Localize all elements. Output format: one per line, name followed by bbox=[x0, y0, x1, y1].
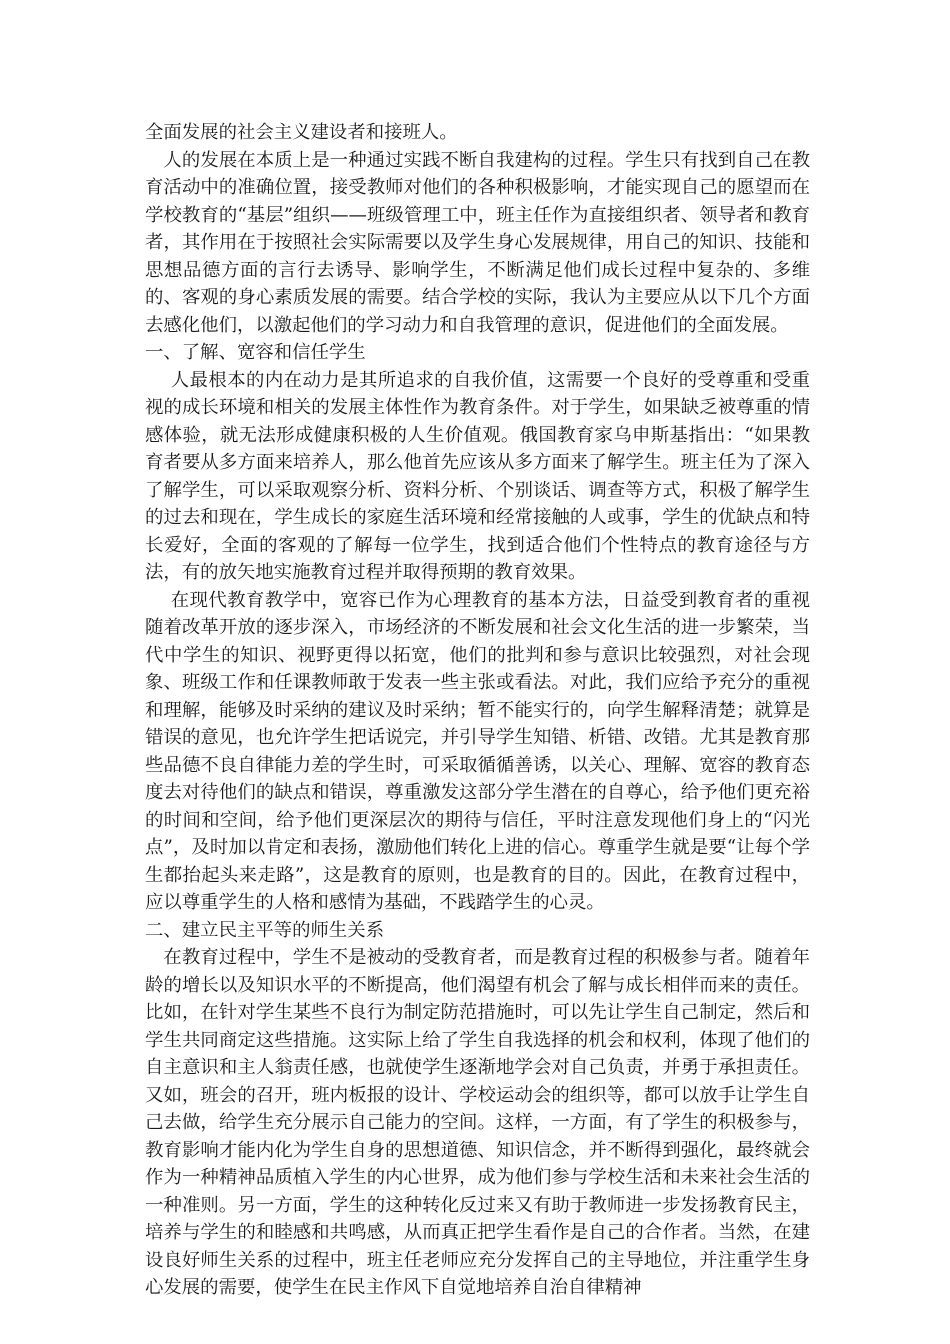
paragraph-intro: 人的发展在本质上是一种通过实践不断自我建构的过程。学生只有找到自己在教育活动中的准确位置，接受教师对他们的各种积极影响，才能实现自己的愿望而在学校教育的“基层”组织——班级管理工中，班主任作为直接组织者、领导者和教育者，其作用在于按照社会实际需要以及学生身心发展规律，用自己的知识、技能和思想品德方面的言行去诱导、影响学生，不断满足他们成长过程中复杂的、多维的、客观的身心素质发展的需要。结合学校的实际，我认为主要应从以下几个方面去感化他们，以激起他们的学习动力和自我管理的意识，促进他们的全面发展。 bbox=[145, 149, 810, 336]
paragraph-tolerance: 在现代教育教学中，宽容已作为心理教育的基本方法，日益受到教育者的重视随着改革开放的逐步深入，市场经济的不断发展和社会文化生活的进一步繁荣，当代中学生的知识、视野更得以拓宽，他们的批判和参与意识比较强烈，对社会现象、班级工作和任课教师敢于发表一些主张或看法。对此，我们应给予充分的重视和理解，能够及时采纳的建议及时采纳；暂不能实行的，向学生解释清楚；就算是错误的意见，也允许学生把话说完，并引导学生知错、析错、改错。尤其是教育那些品德不良自律能力差的学生时，可采取循循善诱，以关心、理解、宽容的教育态度去对待他们的缺点和错误，尊重激发这部分学生潜在的自尊心，给予他们更充裕的时间和空间，给予他们更深层次的期待与信任，平时注意发现他们身上的“闪光点”，及时加以肯定和表扬，激励他们转化上进的信心。尊重学生就是要“让每个学生都抬起头来走路”，这是教育的原则，也是教育的目的。因此，在教育过程中，应以尊重学生的人格和感情为基础，不践踏学生的心灵。 bbox=[145, 589, 810, 913]
document-body bbox=[145, 119, 810, 1302]
paragraph-continuation: 全面发展的社会主义建设者和接班人。 bbox=[145, 122, 458, 143]
paragraph-understanding: 人最根本的内在动力是其所追求的自我价值，这需要一个良好的受尊重和受重视的成长环境和相关的发展主体性作为教育条件。对于学生，如果缺乏被尊重的情感体验，就无法形成健康积极的人生价值观。俄国教育家乌申斯基指出：“如果教育者要从多方面来培养人，那么他首先应该从多方面来了解学生。班主任为了深入了解学生，可以采取观察分析、资料分析、个别谈话、调查等方式，积极了解学生的过去和现在，学生成长的家庭生活环境和经常接触的人或事，学生的优缺点和特长爱好，全面的客观的了解每一位学生，找到适合他们个性特点的教育途径与方法，有的放矢地实施教育过程并取得预期的教育效果。 bbox=[145, 369, 810, 583]
section-heading-2: 二、建立民主平等的师生关系 bbox=[145, 919, 385, 941]
paragraph-democracy: 在教育过程中，学生不是被动的受教育者，而是教育过程的积极参与者。随着年龄的增长以及知识水平的不断提高，他们渴望有机会了解与成长相伴而来的责任。比如，在针对学生某些不良行为制定防范措施时，可以先让学生自己制定，然后和学生共同商定这些措施。这实际上给了学生自我选择的机会和权利，体现了他们的自主意识和主人翁责任感，也就使学生逐渐地学会对自己负责，并勇于承担责任。又如，班会的召开，班内板报的设计、学校运动会的组织等，都可以放手让学生自己去做，给学生充分展示自己能力的空间。这样，一方面，有了学生的积极参与，教育影响才能内化为学生自身的思想道德、知识信念，并不断得到强化，最终就会作为一种精神品质植入学生的内心世界，成为他们参与学校生活和未来社会生活的一种准则。另一方面，学生的这种转化反过来又有助于教师进一步发扬教育民主，培养与学生的和睦感和共鸣感，从而真正把学生看作是自己的合作者。当然，在建设良好师生关系的过程中，班主任老师应充分发挥自己的主导地位，并注重学生身心发展的需要，使学生在民主作风下自觉地培养自治自律精神 bbox=[145, 947, 810, 1298]
section-heading-1: 一、了解、宽容和信任学生 bbox=[145, 342, 366, 363]
